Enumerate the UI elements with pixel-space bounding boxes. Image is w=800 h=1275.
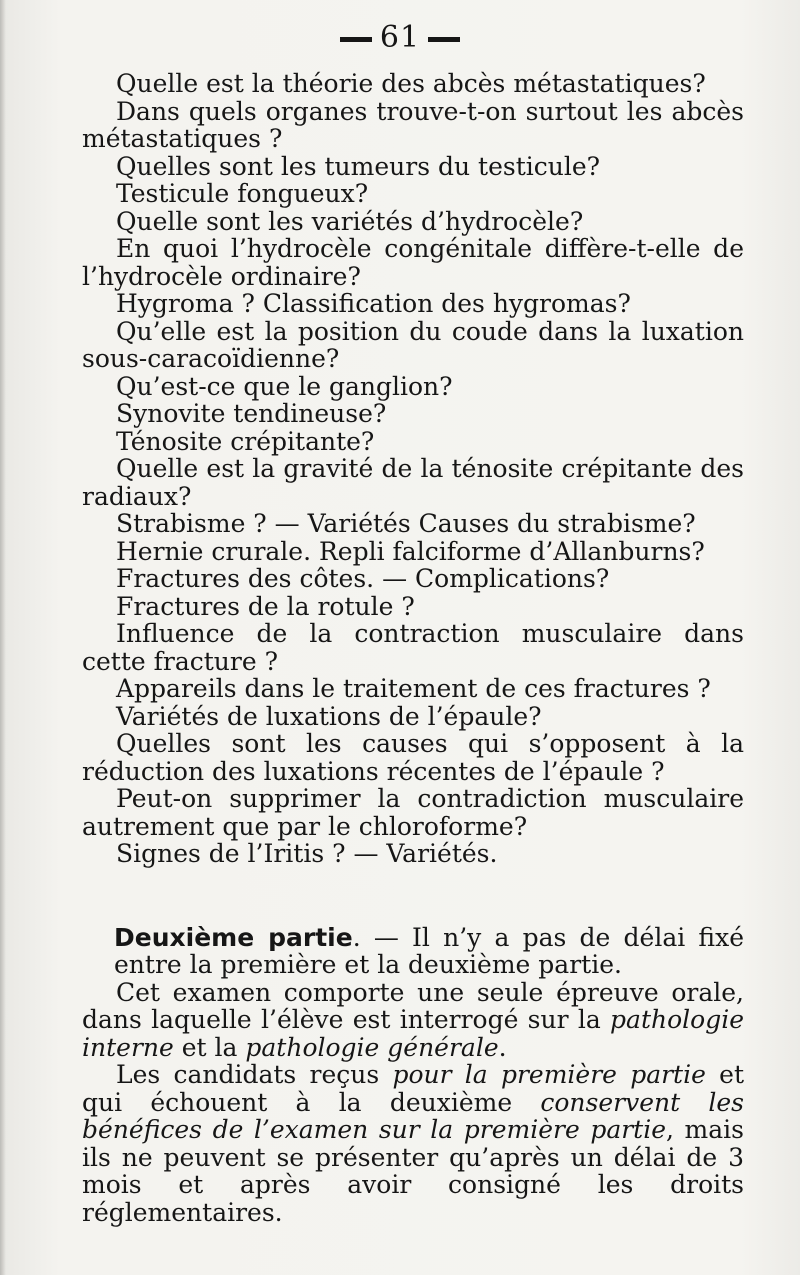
paragraph-text: Cet examen comporte une seule épreuve orale, dans laquelle l’élève est interrogé sur la [82, 977, 744, 1034]
italic-text: pathologie générale [245, 1032, 499, 1062]
paragraph-text: . [498, 1032, 507, 1062]
question-list [82, 70, 744, 868]
paragraph [82, 979, 744, 1062]
folio-dash-right [428, 37, 460, 42]
question-line: Signes de l’Iritis ? — Variétés. [116, 839, 498, 868]
question-line: Variétés de luxations de l’épaule? [116, 701, 542, 731]
question-line: Quelle sont les variétés d’hydrocèle? [116, 206, 584, 236]
question-line: Quelles sont les causes qui s’opposent à la réduction des luxations récentes de l’épaule ? [82, 729, 744, 786]
paragraph-text: . — Il n’y a pas de délai fixé entre la première et la deuxième partie. [114, 922, 744, 979]
question-line: Quelles sont les tumeurs du testicule? [116, 151, 601, 181]
question-line: Fractures des côtes. — Complications? [116, 564, 610, 593]
question-line: Hernie crurale. Repli falciforme d’Allanburns? [116, 536, 705, 566]
question-line: Influence de la contraction musculaire dans cette fracture ? [82, 619, 744, 676]
page-number: 61 [379, 20, 421, 55]
question-line: Peut-on supprimer la contradiction musculaire autrement que par le chloroforme? [82, 784, 744, 841]
page-body [82, 70, 744, 1226]
question-line: Testicule fongueux? [116, 179, 369, 208]
question-line: Qu’est-ce que le ganglion? [116, 371, 453, 401]
question-line: Qu’elle est la position du coude dans la luxation sous-caracoïdienne? [82, 316, 744, 373]
paragraph-text: et la [173, 1032, 246, 1062]
italic-text: pathologie interne [82, 1005, 744, 1062]
question-line: Synovite tendineuse? [116, 399, 387, 428]
section-deuxieme-partie [82, 924, 744, 1227]
question-line: Fractures de la rotule ? [116, 591, 415, 621]
paragraph [82, 1061, 744, 1226]
section-heading: Deuxième partie [114, 922, 353, 952]
question-line: Hygroma ? Classification des hygromas? [116, 289, 631, 318]
question-line: Quelle est la gravité de la ténosite crépitante des radiaux? [82, 454, 744, 511]
page-edge-shadow [0, 0, 6, 1275]
paragraph-text: , mais ils ne peuvent se présenter qu’après un délai de 3 mois et après avoir consigné les droits réglementaires. [82, 1115, 744, 1227]
question-line: Quelle est la théorie des abcès métastatiques? [116, 69, 706, 98]
question-line: Ténosite crépitante? [116, 426, 375, 456]
paragraph-text: Les candidats reçus [116, 1060, 393, 1089]
italic-text: pour la première partie [392, 1060, 706, 1089]
question-line: Strabisme ? — Variétés Causes du strabisme? [116, 509, 696, 538]
folio-dash-left [340, 37, 372, 42]
italic-text: conservent les bénéfices de l’examen sur la première partie [82, 1087, 744, 1144]
question-line: Dans quels organes trouve-t-on surtout les abcès métastatiques ? [82, 96, 744, 153]
question-line: Appareils dans le traitement de ces fractures ? [116, 674, 711, 703]
paragraph [82, 924, 744, 979]
paragraph-text: et qui échouent à la deuxième [82, 1060, 744, 1117]
page-folio [0, 20, 800, 55]
question-line: En quoi l’hydrocèle congénitale diffère-t-elle de l’hydrocèle ordinaire? [82, 234, 744, 291]
